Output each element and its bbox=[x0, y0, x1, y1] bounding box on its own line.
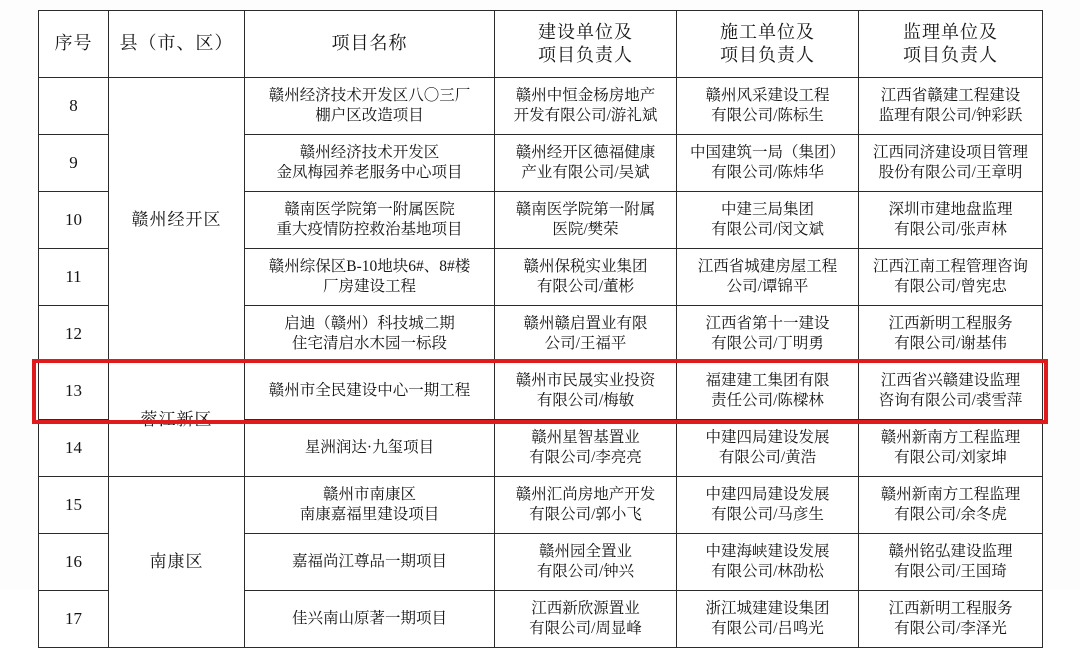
header-construction-unit bbox=[677, 11, 859, 78]
cell-row-number: 8 bbox=[39, 78, 109, 135]
cell-text-line: 公司/王福平 bbox=[544, 335, 627, 352]
cell-text-line: 住宅清启水木园一标段 bbox=[291, 335, 447, 352]
cell-supervision-unit bbox=[859, 192, 1043, 249]
cell-construction-unit bbox=[677, 249, 859, 306]
cell-supervision-unit bbox=[859, 78, 1043, 135]
cell-text-line: 中建四局建设发展 bbox=[705, 486, 830, 504]
cell-build-unit bbox=[495, 420, 677, 477]
cell-county: 蓉江新区 bbox=[109, 363, 245, 477]
cell-text-line: 赣州园全置业 bbox=[538, 543, 632, 561]
cell-project-name bbox=[245, 534, 495, 591]
cell-text-line: 有限公司/黄浩 bbox=[718, 449, 817, 466]
cell-text-line: 产业有限公司/吴斌 bbox=[521, 164, 650, 181]
cell-project-name bbox=[245, 78, 495, 135]
cell-text-line: 中建四局建设发展 bbox=[705, 429, 830, 447]
cell-text-line: 赣州新南方工程监理 bbox=[880, 429, 1021, 447]
cell-row-number: 13 bbox=[39, 363, 109, 420]
cell-text-line: 赣州保税实业集团 bbox=[523, 258, 648, 276]
cell-text-line: 赣州风采建设工程 bbox=[705, 87, 830, 105]
header-text-line: 项目名称 bbox=[331, 33, 408, 54]
cell-text-line: 赣南医学院第一附属 bbox=[515, 201, 656, 219]
header-supervision-unit bbox=[859, 11, 1043, 78]
cell-supervision-unit bbox=[859, 420, 1043, 477]
cell-construction-unit bbox=[677, 420, 859, 477]
cell-construction-unit bbox=[677, 78, 859, 135]
cell-text-line: 启迪（赣州）科技城二期 bbox=[284, 315, 455, 333]
cell-text-line: 福建建工集团有限 bbox=[705, 372, 830, 390]
cell-text-line: 江西新明工程服务 bbox=[888, 315, 1013, 333]
cell-text-line: 赣州经济技术开发区 bbox=[299, 144, 440, 162]
header-text-line: 县（市、区） bbox=[119, 33, 234, 54]
cell-project-name bbox=[245, 249, 495, 306]
cell-text-line: 江西省赣建工程建设 bbox=[880, 87, 1021, 105]
table-row bbox=[39, 78, 1043, 135]
cell-build-unit bbox=[495, 249, 677, 306]
table-header bbox=[39, 11, 1043, 78]
cell-text-line: 江西新明工程服务 bbox=[888, 600, 1013, 618]
cell-text-line: 重大疫情防控救治基地项目 bbox=[276, 221, 463, 238]
table-row bbox=[39, 477, 1043, 534]
cell-supervision-unit bbox=[859, 477, 1043, 534]
cell-text-line: 开发有限公司/游礼斌 bbox=[513, 107, 658, 124]
cell-project-name bbox=[245, 306, 495, 363]
cell-row-number: 17 bbox=[39, 591, 109, 648]
cell-construction-unit bbox=[677, 534, 859, 591]
cell-build-unit bbox=[495, 135, 677, 192]
cell-row-number: 9 bbox=[39, 135, 109, 192]
cell-build-unit bbox=[495, 192, 677, 249]
cell-text-line: 有限公司/周显峰 bbox=[529, 620, 642, 637]
cell-text-line: 江西江南工程管理咨询 bbox=[872, 258, 1028, 276]
cell-text-line: 赣州市全民建设中心一期工程 bbox=[268, 382, 471, 400]
cell-build-unit bbox=[495, 477, 677, 534]
header-text-line: 监理单位及 bbox=[903, 21, 998, 42]
cell-construction-unit bbox=[677, 306, 859, 363]
cell-text-line: 有限公司/王国琦 bbox=[894, 563, 1007, 580]
cell-supervision-unit bbox=[859, 534, 1043, 591]
cell-construction-unit bbox=[677, 363, 859, 420]
header-project-name bbox=[245, 11, 495, 78]
cell-text-line: 有限公司/谢基伟 bbox=[894, 335, 1007, 352]
cell-supervision-unit bbox=[859, 135, 1043, 192]
cell-text-line: 股份有限公司/王章明 bbox=[878, 164, 1023, 181]
cell-text-line: 赣州市民晟实业投资 bbox=[515, 372, 656, 390]
header-no bbox=[39, 11, 109, 78]
cell-text-line: 有限公司/曾宪忠 bbox=[894, 278, 1007, 295]
cell-text-line: 有限公司/闵文斌 bbox=[711, 221, 824, 238]
cell-text-line: 咨询有限公司/裘雪萍 bbox=[878, 392, 1023, 409]
cell-construction-unit bbox=[677, 477, 859, 534]
cell-construction-unit bbox=[677, 135, 859, 192]
cell-text-line: 监理有限公司/钟彩跃 bbox=[878, 107, 1023, 124]
table-body bbox=[39, 78, 1043, 648]
cell-text-line: 有限公司/钟兴 bbox=[536, 563, 635, 580]
table-row bbox=[39, 363, 1043, 420]
cell-text-line: 佳兴南山原著一期项目 bbox=[291, 610, 447, 628]
cell-build-unit bbox=[495, 306, 677, 363]
cell-text-line: 江西同济建设项目管理 bbox=[872, 144, 1028, 162]
cell-row-number: 15 bbox=[39, 477, 109, 534]
cell-row-number: 12 bbox=[39, 306, 109, 363]
cell-text-line: 江西省城建房屋工程 bbox=[697, 258, 838, 276]
header-text-line: 项目负责人 bbox=[538, 45, 633, 65]
cell-text-line: 江西省兴赣建设监理 bbox=[880, 372, 1021, 390]
cell-build-unit bbox=[495, 591, 677, 648]
header-text-line: 施工单位及 bbox=[720, 21, 815, 42]
cell-supervision-unit bbox=[859, 591, 1043, 648]
cell-text-line: 南康嘉福里建设项目 bbox=[299, 506, 440, 523]
header-text-line: 建设单位及 bbox=[538, 21, 633, 42]
cell-text-line: 赣州综保区B-10地块6#、8#楼 bbox=[268, 258, 471, 276]
cell-supervision-unit bbox=[859, 249, 1043, 306]
cell-project-name bbox=[245, 591, 495, 648]
cell-build-unit bbox=[495, 363, 677, 420]
cell-text-line: 有限公司/陈标生 bbox=[711, 107, 824, 124]
cell-text-line: 医院/樊荣 bbox=[552, 221, 619, 238]
cell-text-line: 有限公司/李泽光 bbox=[894, 620, 1007, 637]
header-row bbox=[39, 11, 1043, 78]
cell-text-line: 有限公司/李亮亮 bbox=[529, 449, 642, 466]
cell-row-number: 16 bbox=[39, 534, 109, 591]
cell-text-line: 星洲润达·九玺项目 bbox=[304, 439, 435, 457]
cell-text-line: 有限公司/丁明勇 bbox=[711, 335, 824, 352]
header-text-line: 项目负责人 bbox=[903, 45, 998, 65]
cell-text-line: 赣州市南康区 bbox=[322, 486, 416, 504]
cell-project-name bbox=[245, 192, 495, 249]
cell-text-line: 中国建筑一局（集团） bbox=[689, 144, 845, 162]
cell-text-line: 有限公司/刘家坤 bbox=[894, 449, 1007, 466]
cell-text-line: 责任公司/陈樑林 bbox=[711, 392, 824, 409]
cell-text-line: 赣州经开区德福健康 bbox=[515, 144, 656, 162]
cell-text-line: 赣州赣启置业有限 bbox=[523, 315, 648, 333]
cell-row-number: 11 bbox=[39, 249, 109, 306]
cell-text-line: 有限公司/梅敏 bbox=[536, 392, 635, 409]
cell-construction-unit bbox=[677, 591, 859, 648]
cell-construction-unit bbox=[677, 192, 859, 249]
cell-text-line: 深圳市建地盘监理 bbox=[888, 201, 1013, 219]
cell-text-line: 有限公司/董彬 bbox=[536, 278, 635, 295]
cell-text-line: 有限公司/马彦生 bbox=[711, 506, 824, 523]
cell-text-line: 有限公司/吕鸣光 bbox=[711, 620, 824, 637]
cell-text-line: 金凤梅园养老服务中心项目 bbox=[276, 164, 463, 181]
cell-text-line: 赣州汇尚房地产开发 bbox=[515, 486, 656, 504]
cell-text-line: 赣州新南方工程监理 bbox=[880, 486, 1021, 504]
cell-county: 赣州经开区 bbox=[109, 78, 245, 363]
cell-text-line: 赣南医学院第一附属医院 bbox=[284, 201, 455, 219]
cell-project-name bbox=[245, 420, 495, 477]
cell-text-line: 赣州星智基置业 bbox=[531, 429, 640, 447]
cell-build-unit bbox=[495, 78, 677, 135]
cell-project-name bbox=[245, 477, 495, 534]
cell-text-line: 有限公司/郭小飞 bbox=[529, 506, 642, 523]
cell-text-line: 有限公司/张声林 bbox=[894, 221, 1007, 238]
cell-text-line: 厂房建设工程 bbox=[322, 278, 416, 295]
cell-text-line: 棚户区改造项目 bbox=[315, 107, 424, 124]
header-build-unit bbox=[495, 11, 677, 78]
cell-text-line: 江西新欣源置业 bbox=[531, 600, 640, 618]
cell-text-line: 中建三局集团 bbox=[720, 201, 814, 219]
cell-build-unit bbox=[495, 534, 677, 591]
header-text-line: 序号 bbox=[54, 33, 93, 54]
cell-text-line: 浙江城建建设集团 bbox=[705, 600, 830, 618]
cell-text-line: 赣州中恒金杨房地产 bbox=[515, 87, 656, 105]
cell-text-line: 嘉福尚江尊品一期项目 bbox=[291, 553, 447, 571]
cell-supervision-unit bbox=[859, 363, 1043, 420]
cell-text-line: 江西省第十一建设 bbox=[705, 315, 830, 333]
cell-project-name bbox=[245, 363, 495, 420]
cell-row-number: 14 bbox=[39, 420, 109, 477]
cell-text-line: 中建海峡建设发展 bbox=[705, 543, 830, 561]
cell-county: 南康区 bbox=[109, 477, 245, 648]
cell-row-number: 10 bbox=[39, 192, 109, 249]
header-county bbox=[109, 11, 245, 78]
cell-text-line: 有限公司/陈炜华 bbox=[711, 164, 824, 181]
project-table bbox=[38, 10, 1043, 648]
header-text-line: 项目负责人 bbox=[720, 45, 815, 65]
cell-text-line: 有限公司/林劭松 bbox=[711, 563, 824, 580]
cell-text-line: 赣州铭弘建设监理 bbox=[888, 543, 1013, 561]
cell-supervision-unit bbox=[859, 306, 1043, 363]
cell-text-line: 赣州经济技术开发区八〇三厂 bbox=[268, 87, 471, 105]
cell-project-name bbox=[245, 135, 495, 192]
cell-text-line: 有限公司/余冬虎 bbox=[894, 506, 1007, 523]
cell-text-line: 公司/谭锦平 bbox=[726, 278, 809, 295]
